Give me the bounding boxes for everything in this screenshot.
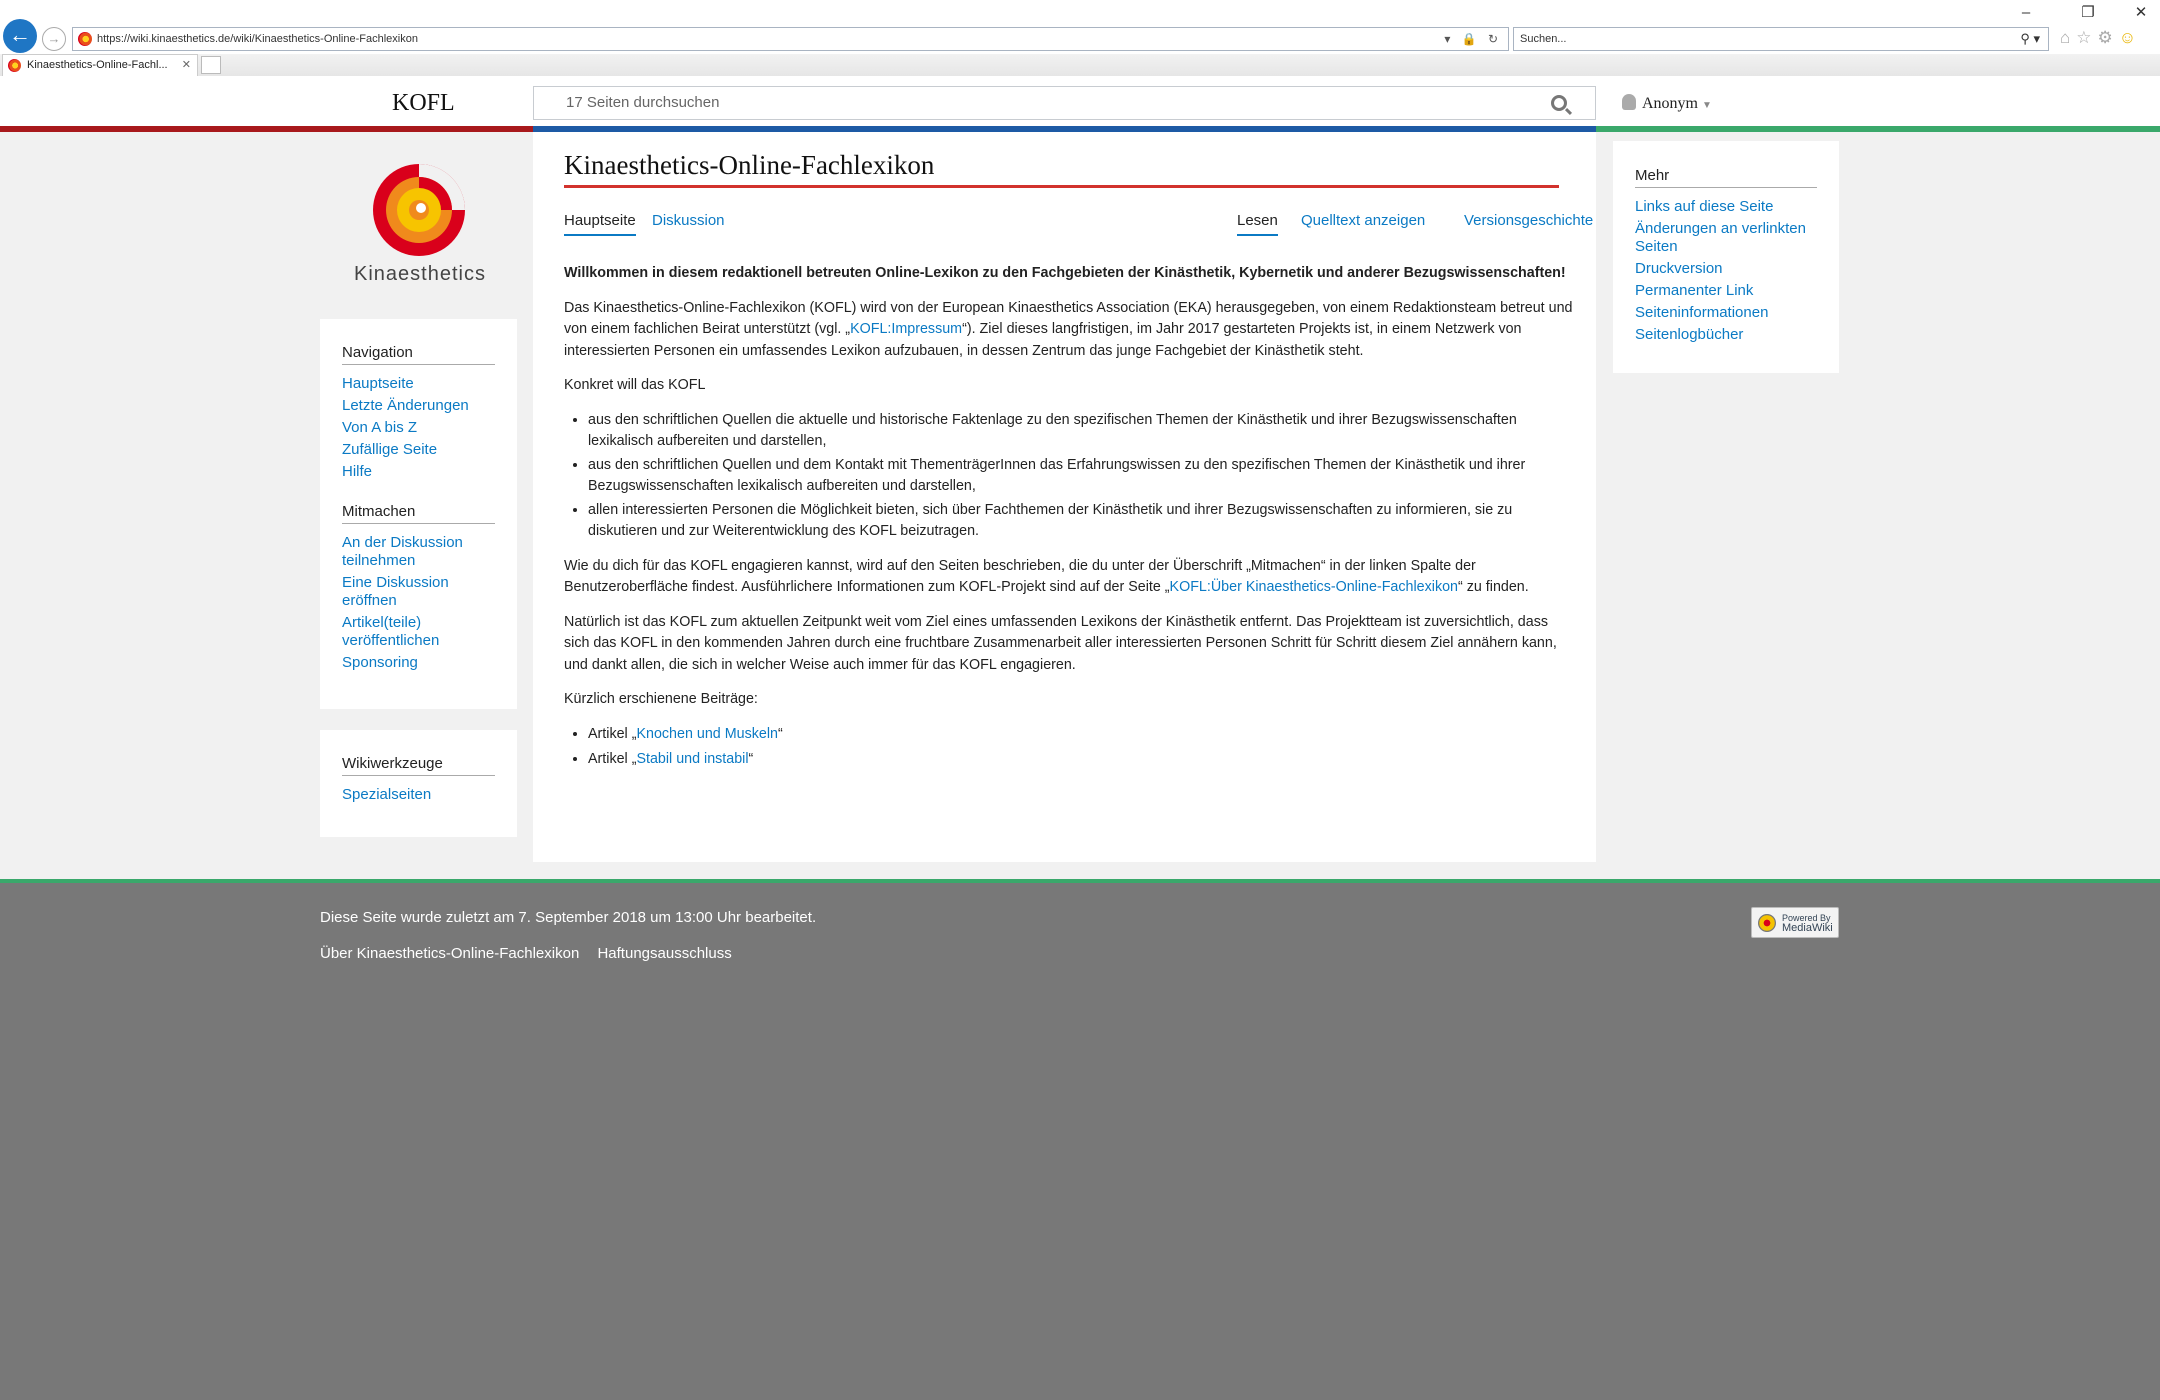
footer xyxy=(0,883,2160,1400)
address-bar-icons[interactable]: ▾ 🔒 ↻ xyxy=(1444,32,1502,46)
page-title: Kinaesthetics-Online-Fachlexikon xyxy=(564,150,1559,188)
goals-list xyxy=(564,410,1574,543)
logo-text: Kinaesthetics xyxy=(354,263,486,285)
recent-heading: Kürzlich erschienene Beiträge: xyxy=(564,691,758,707)
tab-main-page[interactable]: Hauptseite xyxy=(564,212,636,236)
footer-links xyxy=(320,945,746,962)
more-item-permanent-link[interactable]: Permanenter Link xyxy=(1635,282,1754,299)
list-item: • allen interessierten Personen die Möglichkeit bieten, sich über Fachthemen der Kinästhetik und ihrer Bezugswissenschaften zu informieren, sie zu diskutieren und zur Weiterentwicklung des KOFL beizutragen. xyxy=(588,500,1574,543)
browser-search-input[interactable] xyxy=(1513,27,2049,51)
minimize-button[interactable]: – xyxy=(2021,4,2031,21)
wiki-search-placeholder: 17 Seiten durchsuchen xyxy=(566,94,720,111)
tab-bar xyxy=(0,54,2160,76)
favorites-star-icon[interactable]: ☆ xyxy=(2076,28,2098,47)
more-item-page-logs[interactable]: Seitenlogbücher xyxy=(1635,326,1744,343)
gear-icon[interactable]: ⚙ xyxy=(2097,28,2119,47)
tab-view-source[interactable]: Quelltext anzeigen xyxy=(1301,212,1426,229)
site-name[interactable]: KOFL xyxy=(392,90,455,116)
about-kofl-link[interactable]: KOFL:Über Kinaesthetics-Online-Fachlexikon xyxy=(1169,579,1458,595)
recent-articles-list xyxy=(564,724,1574,771)
user-icon xyxy=(1622,94,1636,110)
powered-by-mediawiki-badge[interactable] xyxy=(1751,907,1839,938)
address-url: https://wiki.kinaesthetics.de/wiki/Kinaesthetics-Online-Fachlexikon xyxy=(97,33,418,45)
sidebar-item-help[interactable]: Hilfe xyxy=(342,463,373,480)
sidebar-item-random-page[interactable]: Zufällige Seite xyxy=(342,441,438,458)
sidebar-item-main-page[interactable]: Hauptseite xyxy=(342,375,414,392)
sidebar-item-publish-articles[interactable]: Artikel(teile) veröffentlichen xyxy=(342,614,440,649)
tab-title: Kinaesthetics-Online-Fachl... xyxy=(27,59,168,71)
browser-chrome xyxy=(0,0,2160,76)
more-item-related-changes[interactable]: Änderungen an verlinkten Seiten xyxy=(1635,220,1806,255)
more-item-what-links-here[interactable]: Links auf diese Seite xyxy=(1635,198,1774,215)
search-icon[interactable] xyxy=(1551,95,1567,111)
article-link-stabil-und-instabil[interactable]: Stabil und instabil xyxy=(636,751,749,767)
tools-list xyxy=(342,786,495,804)
list-item: • aus den schriftlichen Quellen die aktuelle und historische Faktenlage zu den spezifischen Themen der Kinästhetik und ihrer Bezugswissenschaften lexikalisch aufbereiten und darstellen, xyxy=(588,410,1574,453)
sidebar-item-join-discussion[interactable]: An der Diskussion teilnehmen xyxy=(342,534,463,569)
new-tab-button[interactable] xyxy=(201,56,221,74)
participate-list xyxy=(342,534,495,672)
more-heading: Mehr xyxy=(1635,167,1817,188)
restore-button[interactable]: ❐ xyxy=(2081,4,2095,21)
navigation-list xyxy=(342,375,495,481)
tab-history[interactable]: Versionsgeschichte xyxy=(1464,212,1594,229)
article-link-knochen-und-muskeln[interactable]: Knochen und Muskeln xyxy=(636,725,778,742)
last-modified-text: Diese Seite wurde zuletzt am 7. September 2018 um 13:00 Uhr bearbeitet. xyxy=(320,909,817,926)
main-content xyxy=(533,132,1596,862)
footer-link-disclaimer[interactable]: Haftungsausschluss xyxy=(597,945,732,962)
impressum-link[interactable]: KOFL:Impressum xyxy=(850,321,963,337)
close-tab-icon[interactable]: ✕ xyxy=(181,59,191,71)
wiki-header xyxy=(0,76,2160,128)
more-item-print-version[interactable]: Druckversion xyxy=(1635,260,1723,277)
tools-heading: Wikiwerkzeuge xyxy=(342,755,495,776)
sidebar-navigation xyxy=(320,319,517,709)
browser-tab-active[interactable] xyxy=(2,54,198,76)
tab-read[interactable]: Lesen xyxy=(1237,212,1278,236)
navigation-heading: Navigation xyxy=(342,344,495,365)
chevron-down-icon: ▼ xyxy=(1702,100,1712,111)
back-arrow-icon[interactable]: ← xyxy=(3,19,37,53)
sidebar-item-sponsoring[interactable]: Sponsoring xyxy=(342,654,418,671)
list-item: • aus den schriftlichen Quellen und dem Kontakt mit ThementrägerInnen das Erfahrungswissen zu den spezifischen Themen der Kinästhetik und ihrer Bezugswissenschaften lexikalisch aufbereiten und darstellen, xyxy=(588,455,1574,498)
participate-group xyxy=(342,503,495,672)
home-icon[interactable]: ⌂ xyxy=(2060,28,2077,47)
browser-search-placeholder: Suchen... xyxy=(1520,33,1567,45)
feedback-smiley-icon[interactable]: ☺ xyxy=(2118,28,2143,47)
footer-link-about[interactable]: Über Kinaesthetics-Online-Fachlexikon xyxy=(320,945,580,962)
lead-paragraph: Willkommen in diesem redaktionell betreuten Online-Lexikon zu den Fachgebieten der Kinästhetik, Kybernetik und anderer Bezugswissenschaften! xyxy=(564,265,1566,281)
tab-discussion[interactable]: Diskussion xyxy=(652,212,725,229)
engage-paragraph: Wie du dich für das KOFL engagieren kannst, wird auf den Seiten beschrieben, die du unter der Überschrift „Mitmachen“ in der linken Spalte der Benutzeroberfläche findest. Ausführlichere Informationen zum KOFL-Projekt sind auf der Seite „KOFL:Über Kinaesthetics-Online-Fachlexikon“ zu finden. xyxy=(564,557,1529,595)
badge-text: Powered By MediaWiki xyxy=(1782,913,1833,934)
tab-favicon-icon xyxy=(8,59,21,72)
close-window-button[interactable]: ✕ xyxy=(2134,4,2148,21)
intro-paragraph: Das Kinaesthetics-Online-Fachlexikon (KOFL) wird von der European Kinaesthetics Association (EKA) herausgegeben, von einem Redaktionsteam betreut und von einem fachlichen Beirat unterstützt (vgl. „KOFL:Impressum“). Ziel dieses langfristigen, im Jahr 2017 gestarteten Projekts ist, in einem Netzwerk von interessierten Personen ein umfassendes Lexikon aufzubauen, in dessen Zentrum das junge Fachgebiet der Kinästhetik steht. xyxy=(564,299,1573,359)
user-menu[interactable] xyxy=(1622,94,1712,113)
sidebar-item-a-to-z[interactable]: Von A bis Z xyxy=(342,419,418,436)
list-item: • Artikel „Knochen und Muskeln“ xyxy=(588,724,1574,746)
forward-arrow-icon[interactable]: → xyxy=(42,27,66,51)
outlook-paragraph: Natürlich ist das KOFL zum aktuellen Zeitpunkt weit vom Ziel eines umfassenden Lexikons der Kinästhetik entfernt. Das Projektteam ist zuversichtlich, dass sich das KOFL in den kommenden Jahren durch eine fruchtbare Zusammenarbeit aller interessierten Personen Schritt für Schritt diesem Ziel annähern kann, und dankt allen, die sich in welcher Weise auch immer für das KOFL engagieren. xyxy=(564,613,1557,673)
site-favicon-icon xyxy=(78,32,92,46)
user-name: Anonym xyxy=(1642,95,1698,112)
sidebar-more xyxy=(1613,141,1839,373)
sidebar-item-special-pages[interactable]: Spezialseiten xyxy=(342,786,432,803)
participate-heading: Mitmachen xyxy=(342,503,495,524)
search-icon[interactable]: ⚲ ▾ xyxy=(2020,31,2040,46)
more-item-page-info[interactable]: Seiteninformationen xyxy=(1635,304,1769,321)
mediawiki-flower-icon xyxy=(1758,914,1776,932)
goals-intro: Konkret will das KOFL xyxy=(564,377,706,393)
address-bar[interactable] xyxy=(72,27,1509,51)
list-item: • Artikel „Stabil und instabil“ xyxy=(588,749,1574,771)
sidebar-tools xyxy=(320,730,517,837)
article-body xyxy=(564,263,1574,784)
sidebar-item-open-discussion[interactable]: Eine Diskussion eröffnen xyxy=(342,574,449,609)
wiki-search-input[interactable] xyxy=(533,86,1596,120)
sidebar-item-recent-changes[interactable]: Letzte Änderungen xyxy=(342,397,469,414)
browser-toolbar-icons xyxy=(2060,28,2142,48)
more-list xyxy=(1635,198,1817,344)
